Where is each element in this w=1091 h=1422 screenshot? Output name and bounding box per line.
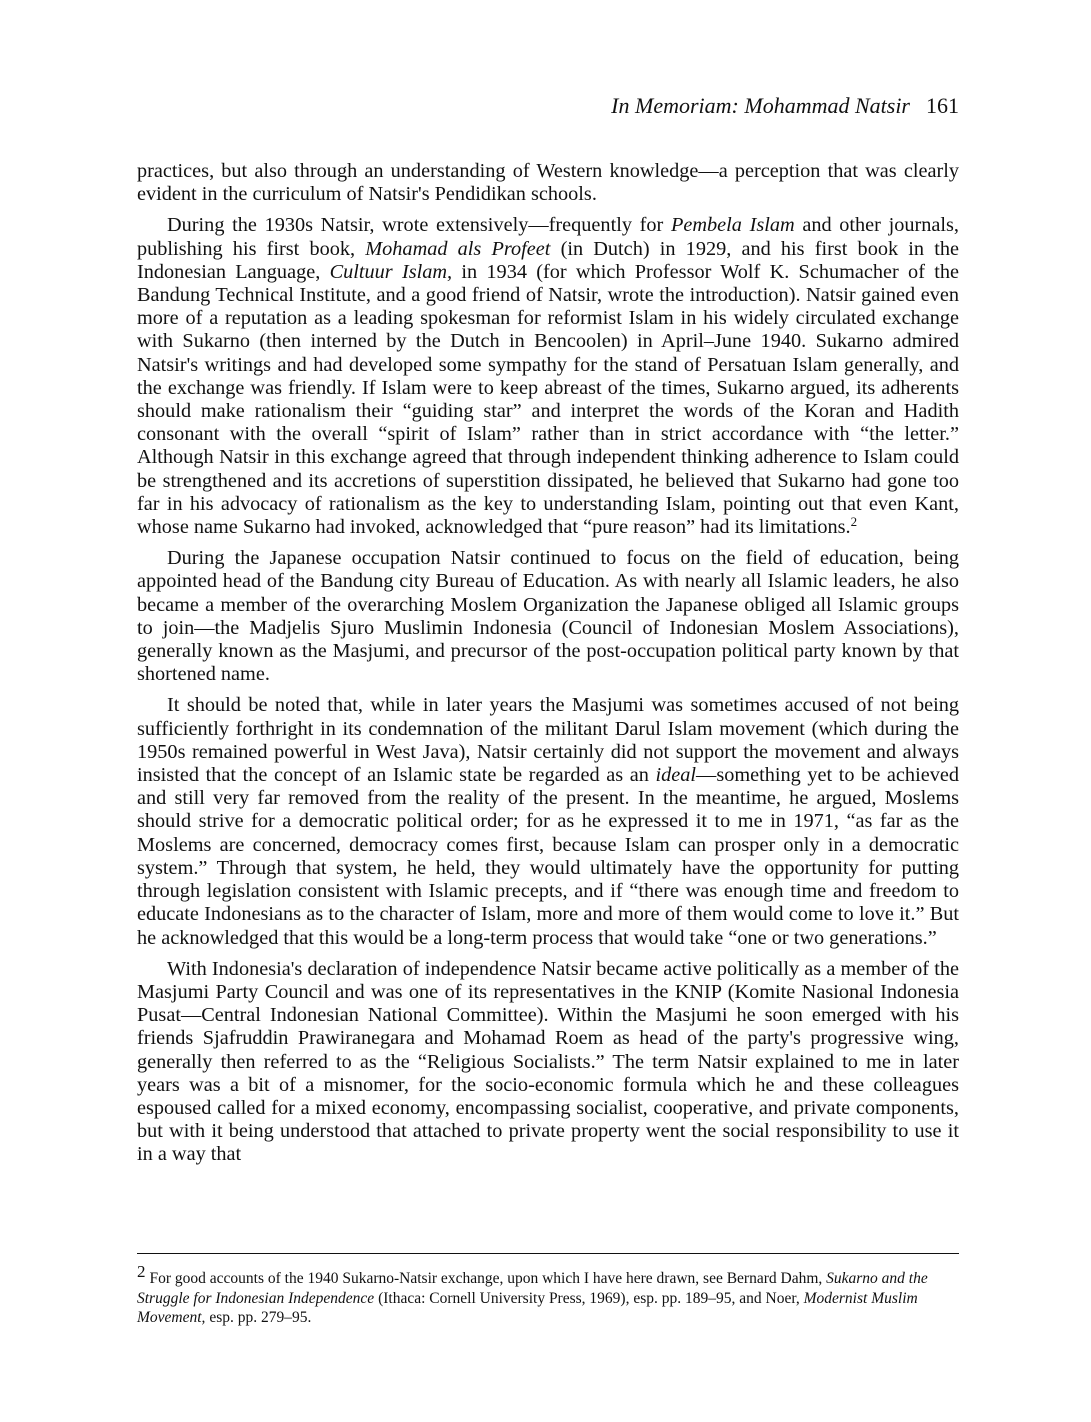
footnote-divider xyxy=(137,1253,959,1254)
text-run: —something yet to be achieved and still very far removed from the reality of the present. In the meantime, he argued, Moslems should strive for a democratic political order; for as he expressed it to me in 1971, “as far as the Moslems are concerned, democracy comes first, because Islam can prosper only in a democratic system.” Through that system, he held, they would ultimately have the opportunity for putting through legislation consistent with Islamic precepts, and if “there was enough time and freedom to educate Indonesians as to the character of Islam, more and more of them would come to love it.” But he acknowledged that this would be a long-term process that would take “one or two generations.” xyxy=(137,764,959,949)
text-run: in 1934 (for which Professor Wolf K. Schumacher of the Bandung Technical Institute, and a good friend of Natsir, wrote the introduction). Natsir gained even more of a reputation as a leading spokesman for reformist Islam in his widely circulated exchange with Sukarno (then interned by the Dutch in Bencoolen) in April–June 1940. Sukarno admired Natsir's writings and had developed some sympathy for the stand of Persatuan Islam generally, and the exchange was friendly. If Islam were to keep abreast of the times, Sukarno argued, its adherents should make rationalism their “guiding star” and interpret the words of the Koran and Hadith consonant with the overall “spirit of Islam” rather than in strict accordance with “the letter.” Although Natsir in this exchange agreed that through independent thinking adherence to Islam could be strengthened and its accretions of superstition dissipated, he believed that Sukarno had gone too far in his advocacy of rationalism as the key to understanding Islam, pointing out that even Kant, whose name Sukarno had invoked, acknowledged that “pure reason” had its limitations. xyxy=(137,260,959,539)
italic-text: Modernist Muslim Movement, xyxy=(137,1289,918,1327)
footnote xyxy=(137,1262,959,1328)
text-run: practices, but also through an understanding of Western knowledge—a perception that was clearly evident in the curriculum of Natsir's Pendidikan schools. xyxy=(137,160,959,206)
footnote-reference: 2 xyxy=(850,514,858,530)
text-run: and other journals, publishing his first book, xyxy=(137,214,960,260)
text-run: (in Dutch) in 1929, and his first book in the Indonesian Language, xyxy=(137,237,959,283)
footnote-text xyxy=(137,1270,928,1326)
paragraph xyxy=(137,694,959,949)
running-title: In Memoriam: Mohammad Natsir xyxy=(611,93,910,118)
running-header xyxy=(137,92,959,120)
italic-text: Pembela Islam xyxy=(670,214,795,237)
paragraph xyxy=(137,160,959,206)
text-run: For good accounts of the 1940 Sukarno-Natsir exchange, upon which I have here drawn, see Bernard Dahm, xyxy=(149,1270,827,1288)
italic-text: Mohamad als Profeet xyxy=(365,237,551,260)
page-number: 161 xyxy=(926,93,959,118)
italic-text: Cultuur Islam, xyxy=(329,260,453,283)
italic-text: ideal xyxy=(655,764,697,787)
paragraph xyxy=(137,958,959,1167)
paragraph xyxy=(137,214,959,539)
text-run: During the 1930s Natsir, wrote extensively—frequently for xyxy=(167,214,671,237)
italic-text: Sukarno and the Struggle for Indonesian Independence xyxy=(137,1270,928,1307)
text-run: With Indonesia's declaration of independence Natsir became active politically as a member of the Masjumi Party Council and was one of its representatives in the KNIP (Komite Nasional Indonesia Pusat—Central Indonesian National Committee). Within the Masjumi he soon emerged with his friends Sjafruddin Prawiranegara and Mohamad Roem as head of the party's progressive wing, generally then referred to as the “Religious Socialists.” The term Natsir explained to me in later years was a bit of a misnomer, for the socio-economic formula which he and these colleagues espoused called for a mixed economy, encompassing socialist, cooperative, and private components, but with it being understood that attached to private property went the social responsibility to use it in a way that xyxy=(137,957,959,1166)
text-run: esp. pp. 279–95. xyxy=(205,1309,312,1327)
footnote-marker: 2 xyxy=(137,1262,146,1281)
body-text xyxy=(137,160,959,1175)
text-run: (Ithaca: Cornell University Press, 1969), esp. pp. 189–95, and Noer, xyxy=(374,1289,804,1307)
paragraph xyxy=(137,547,959,686)
text-run: During the Japanese occupation Natsir continued to focus on the field of education, being appointed head of the Bandung city Bureau of Education. As with nearly all Islamic leaders, he also became a member of the overarching Moslem Organization the Japanese obliged all Islamic groups to join—the Madjelis Sjuro Muslimin Indonesia (Council of Indonesian Moslem Associations), generally known as the Masjumi, and precursor of the post-occupation political party known by that shortened name. xyxy=(137,547,959,686)
text-run: It should be noted that, while in later years the Masjumi was sometimes accused of not being sufficiently forthright in its condemnation of the militant Darul Islam movement (which during the 1950s remained powerful in West Java), Natsir certainly did not support the movement and always insisted that the concept of an Islamic state be regarded as an xyxy=(137,694,959,787)
